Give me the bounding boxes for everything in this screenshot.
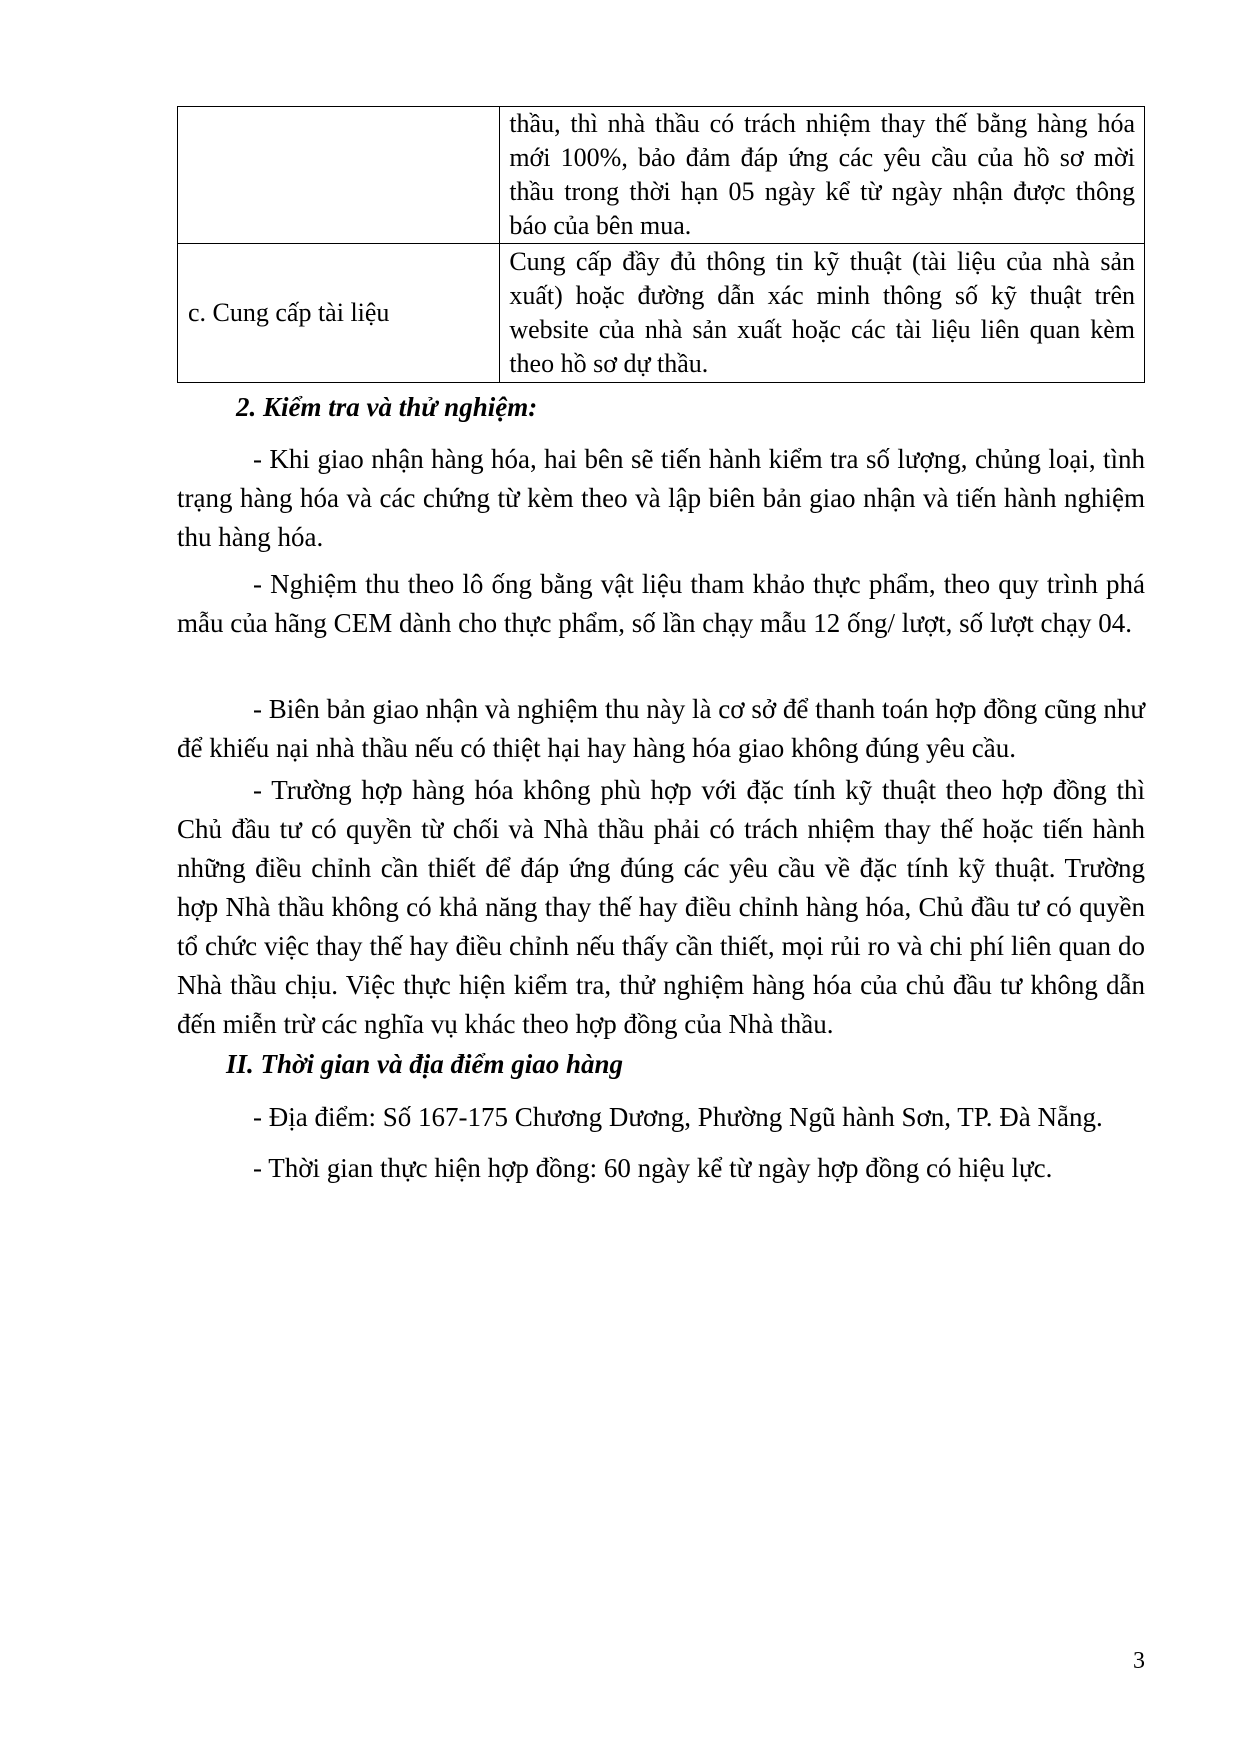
paragraph: - Trường hợp hàng hóa không phù hợp với đặc tính kỹ thuật theo hợp đồng thì Chủ đầu tư có quyền từ chối và Nhà thầu phải có trách nhiệm thay thế hoặc tiến hành những điều chỉnh cần thiết để đáp ứng đúng các yêu cầu về đặc tính kỹ thuật. Trường hợp Nhà thầu không có khả năng thay thế hay điều chỉnh hàng hóa, Chủ đầu tư có quyền tổ chức việc thay thế hay điều chỉnh nếu thấy cần thiết, mọi rủi ro và chi phí liên quan do Nhà thầu chịu. Việc thực hiện kiểm tra, thử nghiệm hàng hóa của chủ đầu tư không dẫn đến miễn trừ các nghĩa vụ khác theo hợp đồng của Nhà thầu.: [177, 775, 1145, 1039]
table-row: [178, 244, 1145, 383]
section-heading-delivery: II. Thời gian và địa điểm giao hàng: [226, 1049, 624, 1079]
table-cell-label: [178, 107, 500, 244]
table-cell-content: [500, 244, 1145, 383]
table-row: [178, 107, 1145, 244]
paragraph: - Nghiệm thu theo lô ống bằng vật liệu tham khảo thực phẩm, theo quy trình phá mẫu của hãng CEM dành cho thực phẩm, số lần chạy mẫu 12 ống/ lượt, số lượt chạy 04.: [177, 569, 1145, 638]
paragraph: - Địa điểm: Số 167-175 Chương Dương, Phường Ngũ hành Sơn, TP. Đà Nẵng.: [253, 1102, 1103, 1132]
table-cell-content: [500, 107, 1145, 244]
paragraph: - Thời gian thực hiện hợp đồng: 60 ngày kể từ ngày hợp đồng có hiệu lực.: [253, 1153, 1053, 1183]
requirements-table: [177, 106, 1145, 383]
paragraph: - Khi giao nhận hàng hóa, hai bên sẽ tiến hành kiểm tra số lượng, chủng loại, tình trạng hàng hóa và các chứng từ kèm theo và lập biên bản giao nhận và tiến hành nghiệm thu hàng hóa.: [177, 444, 1145, 552]
table-cell-text: thầu, thì nhà thầu có trách nhiệm thay thế bằng hàng hóa mới 100%, bảo đảm đáp ứng các yêu cầu của hồ sơ mời thầu trong thời hạn 05 ngày kể từ ngày nhận được thông báo của bên mua.: [509, 109, 1135, 240]
page-number: 3: [1133, 1648, 1145, 1674]
table-cell-text: Cung cấp đầy đủ thông tin kỹ thuật (tài liệu của nhà sản xuất) hoặc đường dẫn xác minh thông số kỹ thuật trên website của nhà sản xuất hoặc các tài liệu liên quan kèm theo hồ sơ dự thầu.: [509, 247, 1135, 378]
paragraph: - Biên bản giao nhận và nghiệm thu này là cơ sở để thanh toán hợp đồng cũng như để khiếu nại nhà thầu nếu có thiệt hại hay hàng hóa giao không đúng yêu cầu.: [177, 694, 1145, 763]
table-cell-label: c. Cung cấp tài liệu: [178, 244, 500, 383]
section-heading-inspection: 2. Kiểm tra và thử nghiệm:: [236, 392, 538, 422]
